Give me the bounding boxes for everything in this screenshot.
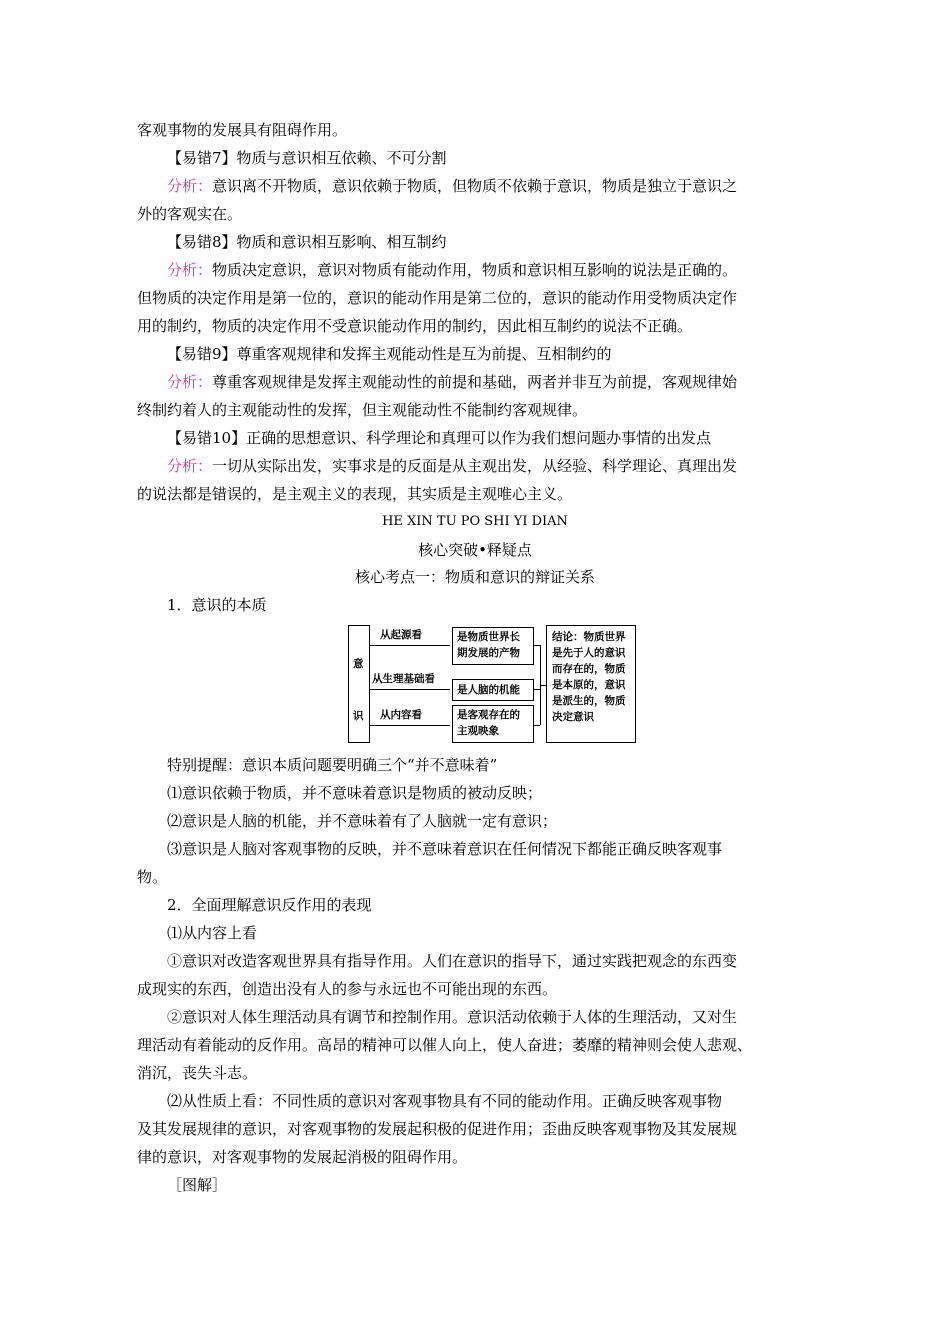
branch-box-origin: 是物质世界长期发展的产物 — [452, 627, 534, 665]
analysis-text: 尊重客观规律是发挥主观能动性的前提和基础，两者并非互为前提，客观规律始 — [212, 373, 738, 391]
paragraph-line: 用的制约，物质的决定作用不受意识能动作用的制约，因此相互制约的说法不正确。 — [137, 317, 693, 335]
tip-item-2: ⑵意识是人脑的机能，并不意味着有了人脑就一定有意识； — [167, 812, 558, 830]
paragraph-line: 律的意识，对客观事物的发展起消极的阻碍作用。 — [137, 1148, 468, 1166]
analysis-text: 意识离不开物质，意识依赖于物质，但物质不依赖于意识，物质是独立于意识之 — [212, 177, 738, 195]
paragraph-line: 外的客观实在。 — [137, 205, 243, 223]
branch-box-physiology: 是人脑的机能 — [452, 679, 534, 701]
paragraph-line: 成现实的东西，创造出没有人的参与永远也不可能出现的东西。 — [137, 980, 558, 998]
heading-2: 2．全面理解意识反作用的表现 — [167, 896, 372, 914]
paragraph-line: 的说法都是错误的，是主观主义的表现，其实质是主观唯心主义。 — [137, 485, 573, 503]
analysis-line — [167, 371, 737, 393]
consciousness-essence-diagram — [348, 625, 636, 743]
content-item-2: ②意识对人体生理活动具有调节和控制作用。意识活动依赖于人体的生理活动，又对生 — [167, 1008, 738, 1026]
content-item-1: ①意识对改造客观世界具有指导作用。人们在意识的指导下，通过实践把观念的东西变 — [167, 952, 738, 970]
bracket-line — [534, 725, 540, 726]
tip-item-3: ⑶意识是人脑对客观事物的反映，并不意味着意识在任何情况下都能正确反映客观事 — [167, 840, 723, 858]
diagram-left-char: 识 — [353, 710, 364, 722]
branch-label-content: 从内容看 — [380, 709, 422, 721]
paragraph-line: 消沉，丧失斗志。 — [137, 1064, 258, 1082]
arrow-line — [370, 689, 450, 690]
paragraph-line: 但物质的决定作用是第一位的，意识的能动作用是第二位的，意识的能动作用受物质决定作 — [137, 289, 738, 307]
paragraph-line: 物。 — [137, 868, 168, 886]
paragraph-line: 客观事物的发展具有阻碍作用。 — [137, 121, 348, 139]
error-item-8-heading: 【易错8】物质和意识相互影响、相互制约 — [167, 233, 447, 251]
arrow-line — [370, 645, 450, 646]
analysis-text: 一切从实际出发，实事求是的反面是从主观出发，从经验、科学理论、真理出发 — [212, 457, 738, 475]
tip-item-1: ⑴意识依赖于物质，并不意味着意识是物质的被动反映； — [167, 784, 543, 802]
paragraph-line: 及其发展规律的意识，对客观事物的发展起积极的促进作用；歪曲反映客观事物及其发展规 — [137, 1120, 738, 1138]
paragraph-line: 终制约着人的主观能动性的发挥，但主观能动性不能制约客观规律。 — [137, 401, 588, 419]
diagram-left-box — [348, 625, 370, 743]
paragraph-line: 理活动有着能动的反作用。高昂的精神可以催人向上，使人奋进；萎靡的精神则会使人悲观、 — [137, 1036, 753, 1054]
branch-box-content: 是客观存在的主观映象 — [452, 705, 534, 743]
diagram-left-char: 意 — [353, 658, 364, 670]
special-tip: 特别提醒：意识本质问题要明确三个“并不意味着” — [167, 756, 498, 774]
analysis-line — [167, 175, 737, 197]
figure-label: ［图解］ — [167, 1176, 228, 1194]
conclusion-box: 结论：物质世界是先于人的意识而存在的，物质是本原的，意识是派生的，物质决定意识 — [546, 625, 636, 743]
section-title: 核心突破•释疑点 — [418, 541, 532, 559]
bracket-line — [534, 645, 540, 646]
branch-label-origin: 从起源看 — [380, 629, 422, 641]
error-item-9-heading: 【易错9】尊重客观规律和发挥主观能动性是互为前提、互相制约的 — [167, 345, 612, 363]
pinyin-heading: HE XIN TU PO SHI YI DIAN — [382, 514, 568, 529]
branch-label-physiology: 从生理基础看 — [372, 673, 435, 685]
nature-paragraph: ⑵从性质上看：不同性质的意识对客观事物具有不同的能动作用。正确反映客观事物 — [167, 1092, 723, 1110]
error-item-10-heading: 【易错10】正确的思想意识、科学理论和真理可以作为我们想问题办事情的出发点 — [167, 429, 712, 447]
arrow-line — [370, 725, 450, 726]
error-item-7-heading: 【易错7】物质与意识相互依赖、不可分割 — [167, 149, 447, 167]
heading-1: 1．意识的本质 — [167, 596, 267, 614]
analysis-line — [167, 455, 737, 477]
analysis-label: 分析： — [167, 177, 213, 195]
analysis-line — [167, 259, 737, 281]
analysis-text: 物质决定意识，意识对物质有能动作用，物质和意识相互影响的说法是正确的。 — [212, 261, 738, 279]
subsection-title: 核心考点一：物质和意识的辩证关系 — [354, 568, 595, 586]
bracket-line — [534, 689, 540, 690]
analysis-label: 分析： — [167, 261, 213, 279]
analysis-label: 分析： — [167, 373, 213, 391]
analysis-label: 分析： — [167, 457, 213, 475]
sub-heading-content: ⑴从内容上看 — [167, 924, 258, 942]
